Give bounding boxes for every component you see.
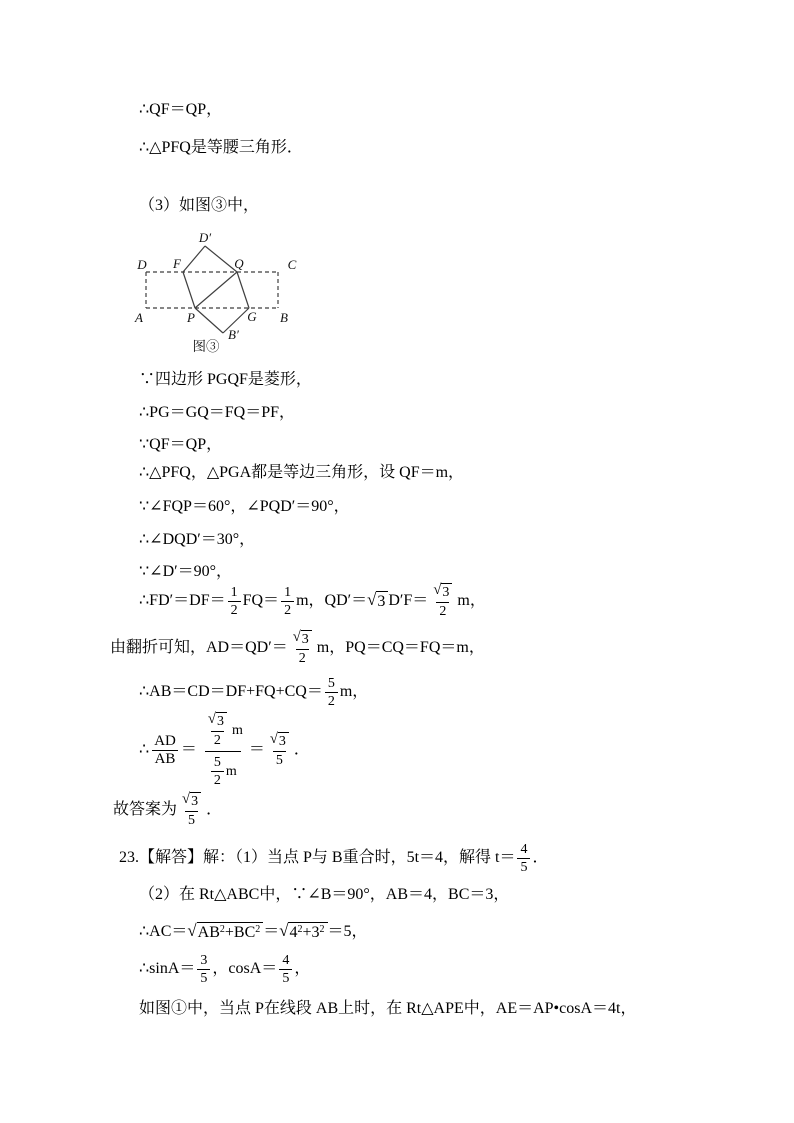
radicand [197, 922, 264, 942]
fraction-sqrt3-over-5 [179, 792, 204, 827]
point-label-c: C [287, 257, 297, 272]
sqrt-3 [208, 712, 227, 729]
denominator: 2 [325, 692, 338, 709]
math-text: ＝5， [327, 923, 368, 940]
math-text: D′F＝ [388, 592, 429, 609]
denominator: 2 [296, 649, 309, 666]
point-label-g: G [247, 309, 257, 324]
math-text: 如图①中，当点 P在线段 AB上时，在 Rt△APE中，AE＝AP•cosA＝4t， [139, 1000, 637, 1017]
math-text: （3）如图③中， [139, 197, 260, 214]
sqrt-3 [433, 583, 452, 600]
math-text: +BC [224, 924, 256, 942]
line-fd-lengths [139, 581, 486, 621]
radical-sign: √ [182, 791, 191, 808]
sqrt-3 [293, 630, 312, 647]
math-text: ∴AC＝ [139, 923, 188, 940]
fraction-five-halves [211, 755, 224, 788]
math-text: ∵∠FQP＝60°，∠PQD′＝90°， [139, 498, 350, 515]
denominator: 5 [279, 969, 292, 986]
numerator: 4 [520, 841, 528, 857]
denominator: 2 [436, 602, 449, 619]
big-denominator [205, 751, 241, 790]
math-text: ＝ [248, 741, 265, 758]
fraction-three-fifths [197, 953, 210, 986]
line-rhombus [139, 370, 312, 390]
line-part3-intro [139, 196, 259, 216]
math-text: m，QD′＝ [296, 592, 368, 609]
fraction-five-halves [325, 676, 338, 709]
fraction-sqrt3-over-2 [290, 630, 315, 665]
math-text: AB [197, 924, 220, 942]
math-text: ∴QF＝QP， [139, 101, 223, 118]
line-isosceles-conclusion [139, 138, 303, 158]
math-text: m， [457, 592, 486, 609]
radicand: 3 [216, 712, 227, 729]
point-label-p: P [187, 310, 195, 325]
numerator [179, 792, 204, 810]
fraction-four-fifths [279, 953, 292, 986]
line-ad-ab-ratio [139, 711, 310, 789]
denominator: 5 [517, 858, 530, 875]
math-text: 4 [289, 924, 298, 942]
radicand [288, 922, 327, 942]
big-ratio-fraction [199, 710, 247, 789]
radical-sign: √ [367, 590, 377, 610]
line-qf-eq-qp-1 [139, 100, 222, 120]
math-text: ， [294, 960, 311, 977]
line-equal-sides [139, 403, 295, 423]
numerator [205, 712, 230, 730]
math-text: FQ＝ [242, 592, 280, 609]
line-final-answer [113, 788, 222, 832]
line-ac-pythagoras [139, 913, 368, 951]
sqrt-16-plus-9 [279, 922, 327, 942]
sqrt-3 [367, 591, 388, 611]
fraction-one-half [228, 585, 241, 618]
line-qf-eq-qp-2 [139, 435, 222, 455]
line-rt-triangle-given [139, 885, 509, 905]
math-text: ∵QF＝QP， [139, 436, 223, 453]
denominator: 2 [281, 601, 294, 618]
math-text: ∴PG＝GQ＝FQ＝PF， [139, 404, 295, 421]
line-angles-60-90 [139, 497, 350, 517]
point-label-b: B [280, 310, 288, 325]
numerator [290, 630, 315, 648]
exponent: 2 [319, 924, 325, 936]
denominator: 2 [211, 771, 224, 788]
math-text: m [231, 722, 243, 738]
denominator: 5 [273, 751, 286, 768]
math-text: ∴AB＝CD＝DF+FQ+CQ＝ [139, 683, 323, 700]
line-angle-dprime-90 [139, 562, 232, 582]
point-label-f: F [173, 256, 181, 271]
dashed-rectangle [146, 272, 278, 308]
fraction-four-fifths [517, 842, 530, 875]
line-problem23-part1 [119, 837, 548, 879]
math-text: ，cosA＝ [212, 960, 278, 977]
math-text: ∴ [139, 741, 150, 758]
math-text: m，PQ＝CQ＝FQ＝m， [316, 639, 485, 656]
math-text: ∴△PFQ是等腰三角形． [139, 139, 303, 156]
radicand: 3 [278, 732, 289, 749]
radicand: 3 [190, 792, 201, 809]
line-angle-dqd-30 [139, 530, 255, 550]
math-text: ∴∠DQD′＝30°， [139, 531, 256, 548]
figure-3-diagram [130, 222, 315, 360]
radicand: 3 [376, 591, 388, 611]
sqrt-3 [270, 732, 289, 749]
exponent: 2 [219, 924, 225, 936]
radical-sign: √ [187, 921, 197, 941]
sqrt-3 [182, 792, 201, 809]
point-label-a: A [135, 310, 143, 325]
numerator: 3 [200, 952, 208, 968]
fraction-ad-over-ab [151, 734, 179, 767]
math-text: ∵∠D′＝90°， [139, 563, 233, 580]
line-fold-deduction [110, 628, 485, 668]
numerator: 1 [284, 584, 292, 600]
math-text: +3 [302, 924, 320, 942]
numerator: 5 [327, 675, 335, 691]
radical-sign: √ [292, 629, 301, 646]
big-numerator [199, 710, 247, 750]
point-label-b-prime: B′ [228, 327, 239, 342]
numerator [267, 732, 292, 750]
radical-sign: √ [269, 731, 278, 748]
exponent: 2 [297, 924, 303, 936]
point-label-q: Q [234, 256, 244, 271]
math-text: ． [206, 801, 223, 818]
math-text: 由翻折可知，AD＝QD′＝ [110, 639, 288, 656]
radicand: 3 [301, 630, 312, 647]
math-text: ∴△PFQ，△PGA都是等边三角形，设 QF＝m， [139, 464, 465, 481]
math-text: ＝ [263, 923, 280, 940]
math-text: ． [293, 741, 310, 758]
fraction-sqrt3-over-2 [430, 583, 455, 618]
math-text: ∴FD′＝DF＝ [139, 592, 226, 609]
numerator: 1 [230, 584, 238, 600]
sqrt-ab2-plus-bc2 [187, 922, 263, 942]
fraction-sqrt3-over-5 [267, 732, 292, 767]
line-equilateral [139, 463, 464, 483]
point-label-d: D [137, 257, 147, 272]
math-text: m， [339, 683, 369, 700]
denominator: 2 [228, 601, 241, 618]
fraction-sqrt3-over-2 [205, 712, 230, 747]
numerator: 4 [282, 952, 290, 968]
math-text: （2）在 Rt△ABC中，∵∠B＝90°，AB＝4，BC＝3， [139, 886, 510, 903]
math-text: ∵四边形 PGQF是菱形， [139, 371, 312, 388]
math-text: ∴sinA＝ [139, 960, 196, 977]
math-text: m [225, 763, 237, 779]
radical-sign: √ [433, 582, 442, 599]
exponent: 2 [255, 924, 261, 936]
point-label-d-prime: D′ [198, 230, 212, 245]
line-sin-cos [139, 948, 310, 990]
radical-sign: √ [207, 711, 216, 728]
line-figure1-case [139, 999, 637, 1019]
math-text: ＝ [180, 741, 197, 758]
numerator [430, 583, 455, 601]
line-ab-length [139, 672, 368, 712]
denominator: AB [152, 750, 179, 767]
fraction-one-half [281, 585, 294, 618]
math-text: 故答案为 [113, 801, 178, 818]
denominator: 5 [185, 811, 198, 828]
numerator: AD [154, 732, 176, 749]
figure-caption: 图③ [192, 339, 220, 354]
denominator: 2 [211, 731, 224, 748]
denominator: 5 [197, 969, 210, 986]
numerator: 5 [213, 754, 221, 770]
radical-sign: √ [279, 921, 289, 941]
math-text: 23.【解答】解：（1）当点 P与 B重合时，5t＝4，解得 t＝ [119, 849, 516, 866]
math-text: ． [532, 849, 549, 866]
radicand: 3 [441, 583, 452, 600]
